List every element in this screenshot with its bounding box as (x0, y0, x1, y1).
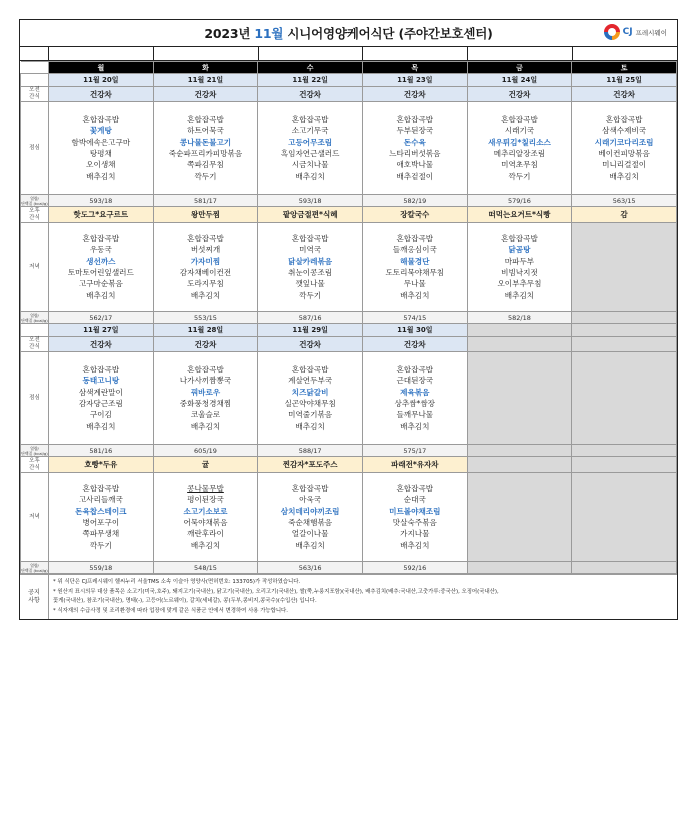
menu-item: 배추김치 (295, 171, 325, 181)
menu-item: 배추김치 (400, 540, 430, 550)
menu-item: 고구마순볶음 (78, 279, 123, 289)
menu-item: 애호박나물 (396, 160, 434, 170)
title-bar (20, 20, 677, 47)
kcal-cell: 605/19 (153, 445, 258, 457)
menu-item: 비빔낙지젓 (501, 268, 538, 277)
am-snack-cell: 건강차 (258, 87, 363, 102)
day-header: 목 (362, 62, 467, 74)
lunch-kcal-row (21, 445, 677, 457)
menu-item: 감자당근조림 (78, 399, 123, 408)
kcal-cell: 574/15 (362, 312, 467, 324)
menu-item: 근대된장국 (396, 376, 434, 386)
kcal-cell: 588/17 (258, 445, 363, 457)
lunch-kcal-row (21, 195, 677, 207)
menu-item: 배추김치 (609, 171, 639, 181)
menu-item: 꽃게탕 (89, 126, 112, 136)
cj-logo (604, 24, 667, 40)
menu-item: 소고기소보로 (183, 506, 228, 516)
kcal-cell: 563/15 (572, 195, 677, 207)
menu-item: 콩나물돈불고기 (179, 137, 232, 147)
am-snack-cell: 건강차 (153, 337, 258, 352)
menu-item: 배추김치 (295, 421, 325, 431)
menu-item: 계살연두부국 (288, 376, 333, 386)
menu-item: 혼합잡곡밥 (82, 115, 120, 125)
kcal-cell: 562/17 (49, 312, 154, 324)
row-label: 열량/ 단백질 (kcal/g) (21, 562, 48, 573)
menu-item: 순대국 (403, 495, 426, 505)
am-snack-cell: 건강차 (153, 87, 258, 102)
lunch-cell (362, 102, 467, 195)
day-header: 화 (153, 62, 258, 74)
menu-item: 혼합잡곡밥 (291, 115, 329, 125)
menu-item: 배추김치 (190, 290, 221, 300)
menu-item: 들깨옹심이국 (392, 245, 437, 255)
menu-item: 어묵야채볶음 (183, 518, 228, 527)
dinner-cell (258, 473, 363, 562)
menu-item: 삼치데리야끼조림 (280, 506, 340, 516)
menu-item: 베이컨피망볶음 (598, 149, 650, 158)
kcal-cell: 587/16 (258, 312, 363, 324)
menu-item: 깍두기 (508, 171, 531, 181)
menu-item: 소고기무국 (291, 126, 329, 136)
row-label: 오후 간식 (21, 207, 49, 223)
menu-item: 들깨무나물 (396, 410, 434, 420)
dinner-cell (49, 223, 154, 312)
menu-item: 배추김치 (400, 421, 430, 431)
lunch-cell (467, 102, 572, 195)
menu-item: 취눈이콩조림 (288, 268, 333, 277)
menu-item: 평이된장국 (187, 495, 224, 505)
kcal-cell (467, 562, 572, 574)
dinner-cell (467, 223, 572, 312)
dinner-row (21, 223, 677, 312)
menu-item: 시래기국 (504, 126, 535, 136)
dinner-cell (258, 223, 363, 312)
am-snack-cell: 건강차 (362, 87, 467, 102)
kcal-cell: 582/18 (467, 312, 572, 324)
menu-item: 오이생채 (86, 160, 116, 170)
menu-item: 혼합잡곡밥 (82, 234, 120, 244)
menu-item: 배추김치 (190, 421, 221, 431)
logo-brand: CJ (622, 27, 633, 37)
row-label: 오후 간식 (21, 457, 49, 473)
date-cell (467, 324, 572, 337)
menu-item: 실곤약야채무침 (284, 399, 336, 408)
row-label: 점심 (21, 352, 49, 445)
dinner-row (21, 473, 677, 562)
menu-item: 혼합잡곡밥 (605, 115, 643, 125)
pm-snack-cell: 파래전*유자차 (362, 457, 467, 473)
notice-line: * 위 식단은 CJ프레시웨이 헬씨누리 서울TMS 소속 이슬아 영양사(면허번호: 133705)가 작성하였습니다. (53, 579, 301, 585)
day-header: 토 (572, 62, 677, 74)
menu-item: 치즈닭갈비 (291, 387, 329, 397)
am-snack-cell (572, 337, 677, 352)
menu-item: 혼합잡곡밥 (82, 365, 120, 375)
menu-item: 삼색계란말이 (78, 387, 123, 397)
menu-item: 배추김치 (295, 540, 325, 550)
row-label: 저녁 (21, 473, 49, 562)
menu-item: 미역줄기볶음 (288, 410, 333, 420)
menu-item: 콩나물무밥 (187, 484, 224, 494)
date-cell: 11월 27일 (49, 324, 154, 337)
menu-item: 돈수육 (403, 137, 426, 147)
date-cell: 11월 25일 (572, 74, 677, 87)
row-label: 열량/ 단백질 (kcal/g) (21, 445, 48, 456)
menu-item: 고사리들깨국 (78, 495, 123, 505)
menu-item: 혼합잡곡밥 (396, 365, 434, 375)
menu-item: 동태고니탕 (82, 376, 120, 386)
lunch-cell (572, 102, 677, 195)
menu-item: 새우튀김*칠리소스 (488, 137, 551, 147)
dinner-cell (467, 473, 572, 562)
title-suffix: 시니어영양케어식단 (주야간보호센터) (283, 26, 493, 41)
kcal-cell: 592/16 (362, 562, 467, 574)
menu-item: 혼합잡곡밥 (187, 234, 224, 244)
menu-item: 닭곰탕 (508, 245, 531, 255)
dinner-cell (153, 223, 258, 312)
lunch-cell (258, 102, 363, 195)
menu-item: 혼합잡곡밥 (501, 115, 538, 125)
am-snack-cell: 건강차 (572, 87, 677, 102)
date-row (21, 324, 677, 337)
am-snack-row (21, 87, 677, 102)
menu-item: 시금치나물 (291, 160, 329, 170)
lunch-row (21, 352, 677, 445)
am-snack-cell: 건강차 (49, 87, 154, 102)
menu-item: 하트어묵국 (187, 126, 224, 136)
menu-item: 배추김치 (86, 290, 116, 300)
day-header: 월 (49, 62, 154, 74)
notice-section (20, 574, 677, 619)
menu-item: 삼색수제비국 (602, 126, 647, 136)
menu-item: 도토리묵야채무침 (385, 268, 445, 277)
kcal-cell: 581/17 (153, 195, 258, 207)
kcal-cell: 593/18 (49, 195, 154, 207)
pm-snack-cell: 찐감자*포도주스 (258, 457, 363, 473)
menu-item: 미역국 (299, 245, 322, 255)
menu-item: 미트볼야채조림 (389, 506, 441, 516)
menu-item: 미역초무침 (501, 160, 538, 170)
dinner-cell (153, 473, 258, 562)
menu-item: 쪽파김무침 (187, 160, 224, 170)
menu-item: 배추겉절이 (396, 171, 434, 181)
dinner-cell (572, 223, 677, 312)
pm-snack-cell: 핫도그*요구르트 (49, 207, 154, 223)
menu-item: 마파두부 (504, 256, 535, 266)
pm-snack-cell: 떠먹는요거트*식빵 (467, 207, 572, 223)
menu-item: 생선까스 (86, 256, 116, 266)
kcal-cell: 563/16 (258, 562, 363, 574)
notice-body (49, 575, 677, 619)
logo-text: 프레시웨이 (635, 28, 667, 37)
pm-snack-cell: 장칼국수 (362, 207, 467, 223)
lunch-cell (362, 352, 467, 445)
menu-item: 가자미찜 (190, 256, 221, 266)
menu-item: 혼합잡곡밥 (187, 115, 224, 125)
menu-item: 오이부추무침 (497, 279, 542, 289)
notice-line: * 원산지 표시의무 대상 품목은 소고기(미국,호주), 돼지고기(국내산), 닭고기(국내산), 오리고기(국내산), 쌀(쭉,누룽지포함)(국내산), 배추김치(배추:국내산,고춧가루:중국산), 오징어(국내산), (53, 588, 499, 595)
day-header-row (21, 62, 677, 74)
dinner-cell (362, 473, 467, 562)
day-header: 수 (258, 62, 363, 74)
menu-item: 상추쌈*쌈장 (394, 399, 436, 408)
menu-item: 돈육찹스테이크 (75, 506, 127, 516)
dinner-cell (362, 223, 467, 312)
menu-item: 깍두기 (89, 540, 112, 550)
kcal-cell: 593/18 (258, 195, 363, 207)
menu-item: 배추김치 (190, 540, 221, 550)
menu-item: 배추김치 (400, 290, 430, 300)
date-cell: 11월 28일 (153, 324, 258, 337)
kcal-cell (572, 445, 677, 457)
menu-item: 혼합잡곡밥 (187, 365, 224, 375)
menu-item: 감자채베이컨전 (179, 268, 232, 277)
kcal-cell: 582/19 (362, 195, 467, 207)
lunch-cell (153, 352, 258, 445)
dinner-kcal-row (21, 562, 677, 574)
date-cell: 11월 23일 (362, 74, 467, 87)
menu-item: 구이김 (89, 410, 112, 420)
date-cell: 11월 30일 (362, 324, 467, 337)
menu-item: 도라지무침 (187, 279, 224, 289)
kcal-cell: 548/15 (153, 562, 258, 574)
dinner-cell (572, 473, 677, 562)
row-label: 오전 간식 (21, 87, 49, 102)
date-cell: 11월 22일 (258, 74, 363, 87)
date-cell: 11월 24일 (467, 74, 572, 87)
menu-item: 흑임자연근샐러드 (280, 149, 340, 158)
am-snack-cell: 건강차 (49, 337, 154, 352)
notice-line: * 식자재의 수급사정 및 조리환경에 따라 업장에 맞게 같은 식품군 안에서 변경하여 사용 가능합니다. (53, 607, 288, 614)
date-cell (572, 324, 677, 337)
date-row (21, 74, 677, 87)
menu-item: 탕평채 (89, 149, 112, 158)
title-month: 11월 (254, 26, 284, 41)
pm-snack-cell (467, 457, 572, 473)
menu-item: 가지나물 (400, 529, 430, 539)
menu-item: 혼합잡곡밥 (82, 484, 120, 494)
menu-item: 얼갈이나물 (291, 529, 329, 539)
cj-logo-icon (604, 24, 620, 40)
menu-item: 깨란후라이 (187, 529, 224, 539)
menu-item: 해물경단 (400, 256, 430, 266)
menu-item: 고등어무조림 (288, 137, 333, 147)
lunch-cell (258, 352, 363, 445)
menu-sheet (19, 19, 678, 620)
pm-snack-cell: 호빵*두유 (49, 457, 154, 473)
menu-item: 꿔바로우 (190, 387, 221, 397)
kcal-cell: 553/15 (153, 312, 258, 324)
menu-item: 토마토어린잎샐러드 (67, 268, 134, 277)
am-snack-cell: 건강차 (258, 337, 363, 352)
kcal-cell: 559/18 (49, 562, 154, 574)
am-snack-row (21, 337, 677, 352)
menu-item: 배추김치 (86, 421, 116, 431)
menu-item: 아욱국 (299, 495, 322, 505)
date-cell: 11월 29일 (258, 324, 363, 337)
menu-item: 혼합잡곡밥 (396, 484, 434, 494)
menu-item: 메추리알장조림 (493, 149, 546, 158)
am-snack-cell (467, 337, 572, 352)
menu-item: 코울슬로 (190, 410, 221, 420)
lunch-row (21, 102, 677, 195)
menu-item: 제육볶음 (400, 387, 430, 397)
menu-item: 닭살카레볶음 (288, 256, 333, 266)
menu-item: 혼합잡곡밥 (291, 365, 329, 375)
dinner-kcal-row (21, 312, 677, 324)
menu-item: 우동국 (89, 245, 112, 255)
menu-item: 깍두기 (194, 171, 217, 181)
spacer-row (20, 47, 677, 61)
pm-snack-row (21, 207, 677, 223)
menu-item: 병어포구이 (82, 518, 120, 527)
kcal-cell (572, 562, 677, 574)
menu-item: 맛살숙주볶음 (392, 518, 437, 527)
kcal-cell: 579/16 (467, 195, 572, 207)
menu-item: 혼합잡곡밥 (396, 115, 434, 125)
row-label: 오전 간식 (21, 337, 49, 352)
menu-item: 죽순채햄볶음 (288, 518, 333, 527)
lunch-cell (49, 102, 154, 195)
am-snack-cell: 건강차 (467, 87, 572, 102)
title-year: 2023년 (204, 26, 255, 41)
page-title (204, 24, 492, 42)
menu-item: 배추김치 (86, 171, 116, 181)
kcal-cell (467, 445, 572, 457)
menu-item: 죽순파프리카피망볶음 (168, 149, 243, 158)
day-header: 금 (467, 62, 572, 74)
menu-item: 쪽파무생채 (82, 529, 120, 539)
menu-item: 시래기코다리조림 (594, 137, 654, 147)
date-cell: 11월 20일 (49, 74, 154, 87)
menu-item: 혼합잡곡밥 (291, 484, 329, 494)
kcal-cell: 575/17 (362, 445, 467, 457)
dinner-cell (49, 473, 154, 562)
am-snack-cell: 건강차 (362, 337, 467, 352)
pm-snack-cell: 팥앙금절편*식혜 (258, 207, 363, 223)
menu-item: 깍두기 (299, 290, 322, 300)
menu-item: 중화풍청경채찜 (179, 399, 232, 408)
row-label: 점심 (21, 102, 49, 195)
menu-item: 버섯찌개 (190, 245, 221, 255)
row-label: 열량/ 단백질 (kcal/g) (21, 195, 48, 206)
menu-item: 느타리버섯볶음 (389, 149, 441, 158)
pm-snack-cell: 왕만두찜 (153, 207, 258, 223)
lunch-cell (467, 352, 572, 445)
lunch-cell (49, 352, 154, 445)
kcal-cell (572, 312, 677, 324)
menu-item: 깻잎나물 (295, 279, 325, 289)
notice-label: 공지 사항 (20, 575, 49, 619)
row-label: 저녁 (21, 223, 49, 312)
row-label: 열량/ 단백질 (kcal/g) (21, 312, 48, 323)
menu-item: 배추김치 (504, 290, 535, 300)
menu-item: 미니리걸절이 (602, 160, 647, 170)
pm-snack-cell (572, 457, 677, 473)
menu-item: 혼합잡곡밥 (291, 234, 329, 244)
lunch-cell (572, 352, 677, 445)
notice-line: 꽃게(국내산), 참조기(국내산), 명태(-), 고등어(노르웨이), 갈치(세네갈), 콩(두부,콩비지,콩국수)(수입산) 입니다. (53, 598, 317, 604)
kcal-cell: 581/16 (49, 445, 154, 457)
menu-item: 함박에속은고구마 (71, 137, 131, 147)
pm-snack-cell: 감 (572, 207, 677, 223)
menu-item: 혼합잡곡밥 (396, 234, 434, 244)
menu-item: 두부된장국 (396, 126, 434, 136)
pm-snack-cell: 귤 (153, 457, 258, 473)
menu-item: 나가사끼짬뽕국 (179, 376, 232, 386)
pm-snack-row (21, 457, 677, 473)
date-cell: 11월 21일 (153, 74, 258, 87)
menu-table (20, 61, 677, 574)
lunch-cell (153, 102, 258, 195)
menu-item: 무나물 (403, 279, 426, 289)
menu-item: 혼합잡곡밥 (501, 234, 538, 244)
